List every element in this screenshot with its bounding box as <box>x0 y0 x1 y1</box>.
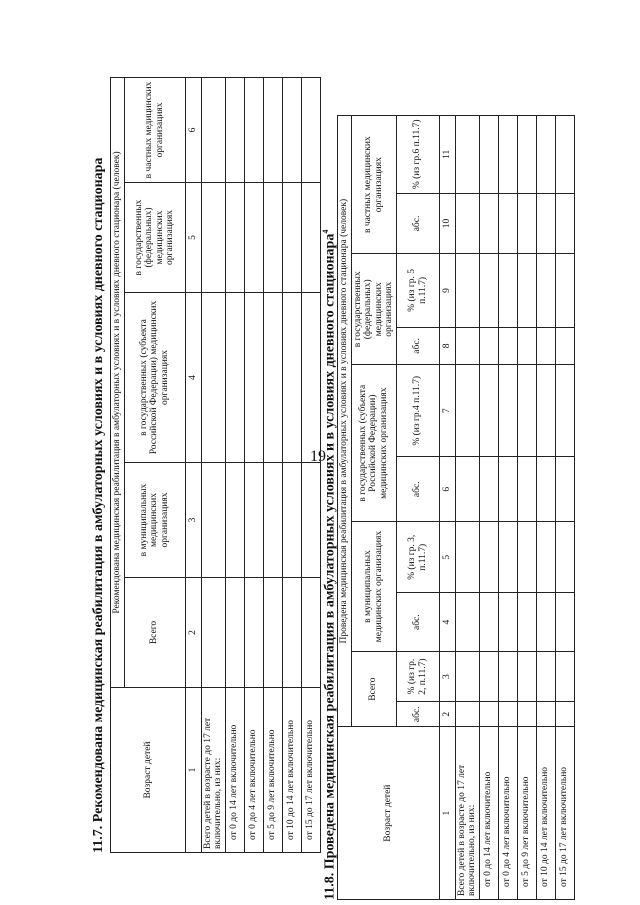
data-cell[interactable] <box>479 116 498 194</box>
data-cell[interactable] <box>479 593 498 652</box>
data-cell[interactable] <box>479 522 498 593</box>
data-cell[interactable] <box>263 183 282 293</box>
table-row <box>498 116 517 900</box>
data-cell[interactable] <box>536 327 555 365</box>
data-cell[interactable] <box>517 702 536 727</box>
data-cell[interactable] <box>201 77 225 182</box>
data-cell[interactable] <box>555 327 574 365</box>
col-regional: в государственных (субъекта Российской Федерации) медицинских организациях <box>124 293 185 463</box>
data-cell[interactable] <box>225 463 244 578</box>
col-number: 1 <box>185 688 201 853</box>
data-cell[interactable] <box>555 593 574 652</box>
col-total: Всего <box>351 651 396 726</box>
pct-header: % (из гр.6 п.11.7) <box>396 116 439 194</box>
table-11-8-block <box>315 110 570 900</box>
data-cell[interactable] <box>263 463 282 578</box>
data-cell[interactable] <box>517 254 536 327</box>
data-cell[interactable] <box>536 702 555 727</box>
col-number: 4 <box>439 593 455 652</box>
data-cell[interactable] <box>282 183 301 293</box>
data-cell[interactable] <box>555 365 574 457</box>
col-number: 1 <box>439 727 455 900</box>
data-cell[interactable] <box>517 457 536 522</box>
data-cell[interactable] <box>479 702 498 727</box>
data-cell[interactable] <box>225 578 244 688</box>
data-cell[interactable] <box>282 77 301 182</box>
data-cell[interactable] <box>536 193 555 254</box>
data-cell[interactable] <box>455 116 479 194</box>
pct-header: % (из гр. 2, п.11.7) <box>396 651 439 701</box>
data-cell[interactable] <box>201 463 225 578</box>
pct-header: % (из гр.4 п.11.7) <box>396 365 439 457</box>
column-numbers-row <box>439 116 455 900</box>
col-number: 7 <box>439 365 455 457</box>
data-cell[interactable] <box>536 651 555 701</box>
data-cell[interactable] <box>282 578 301 688</box>
table-row <box>282 77 301 852</box>
col-number: 9 <box>439 254 455 327</box>
abs-header: абс. <box>396 327 439 365</box>
data-cell[interactable] <box>536 522 555 593</box>
table-row <box>263 77 282 852</box>
col-number: 5 <box>185 183 201 293</box>
abs-header: абс. <box>396 593 439 652</box>
pct-header: % (из гр. 5 п.11.7) <box>396 254 439 327</box>
data-cell[interactable] <box>244 293 263 463</box>
data-cell[interactable] <box>455 254 479 327</box>
data-cell[interactable] <box>498 593 517 652</box>
row-label: Всего детей в возрасте до 17 лет включительно, из них: <box>455 727 479 900</box>
data-cell[interactable] <box>555 522 574 593</box>
data-cell[interactable] <box>517 651 536 701</box>
abs-header: абс. <box>396 193 439 254</box>
col-private: в частных медицинских организациях <box>124 77 185 182</box>
table-row <box>201 77 225 852</box>
abs-header: абс. <box>396 702 439 727</box>
table-11-8 <box>337 115 575 900</box>
col-number: 8 <box>439 327 455 365</box>
row-label: Всего детей в возрасте до 17 лет включительно, из них: <box>201 688 225 853</box>
row-label: от 0 до 4 лет включительно <box>498 727 517 900</box>
col-number: 10 <box>439 193 455 254</box>
data-cell[interactable] <box>498 365 517 457</box>
row-label: от 15 до 17 лет включительно <box>555 727 574 900</box>
data-cell[interactable] <box>201 578 225 688</box>
table-11-7-block <box>88 73 316 853</box>
data-cell[interactable] <box>555 116 574 194</box>
data-cell[interactable] <box>517 593 536 652</box>
col-number: 3 <box>439 651 455 701</box>
group-header: Проведена медицинская реабилитация в амбулаторных условиях и в условиях дневного стационара (человек) <box>338 116 352 727</box>
col-number: 6 <box>185 77 201 182</box>
data-cell[interactable] <box>555 457 574 522</box>
data-cell[interactable] <box>455 702 479 727</box>
data-cell[interactable] <box>201 293 225 463</box>
table-row <box>244 77 263 852</box>
data-cell[interactable] <box>479 327 498 365</box>
data-cell[interactable] <box>455 327 479 365</box>
data-cell[interactable] <box>498 522 517 593</box>
data-cell[interactable] <box>498 193 517 254</box>
col-number: 2 <box>439 702 455 727</box>
column-numbers-row <box>185 77 201 852</box>
col-number: 6 <box>439 457 455 522</box>
data-cell[interactable] <box>517 365 536 457</box>
data-cell[interactable] <box>498 254 517 327</box>
col-municipal: в муниципальных медицинских организациях <box>351 522 396 652</box>
table-11-7-title: 11.7. Рекомендована медицинская реабилитация в амбулаторных условиях и в условиях дневного стационара <box>91 157 106 853</box>
data-cell[interactable] <box>455 522 479 593</box>
data-cell[interactable] <box>536 593 555 652</box>
col-number: 5 <box>439 522 455 593</box>
col-number: 4 <box>185 293 201 463</box>
age-header: Возраст детей <box>338 727 440 900</box>
data-cell[interactable] <box>282 293 301 463</box>
data-cell[interactable] <box>455 365 479 457</box>
age-header: Возраст детей <box>111 688 186 853</box>
table-11-8-title <box>315 110 337 900</box>
footnote-mark: 4 <box>321 229 330 234</box>
col-private: в частных медицинских организациях <box>351 116 396 254</box>
data-cell[interactable] <box>282 463 301 578</box>
row-label: от 10 до 14 лет включительно <box>536 727 555 900</box>
data-cell[interactable] <box>498 702 517 727</box>
data-cell[interactable] <box>498 327 517 365</box>
abs-header: абс. <box>396 457 439 522</box>
table-11-7 <box>110 77 321 853</box>
table-row <box>479 116 498 900</box>
data-cell[interactable] <box>201 183 225 293</box>
data-cell[interactable] <box>244 77 263 182</box>
col-municipal: в муниципальных медицинских организациях <box>124 463 185 578</box>
table-row <box>225 77 244 852</box>
data-cell[interactable] <box>263 578 282 688</box>
data-cell[interactable] <box>498 651 517 701</box>
data-cell[interactable] <box>555 651 574 701</box>
data-cell[interactable] <box>517 522 536 593</box>
data-cell[interactable] <box>498 457 517 522</box>
row-label: от 0 до 14 лет включительно <box>225 688 244 853</box>
data-cell[interactable] <box>555 193 574 254</box>
data-cell[interactable] <box>455 651 479 701</box>
data-cell[interactable] <box>517 116 536 194</box>
table-row <box>536 116 555 900</box>
col-number: 11 <box>439 116 455 194</box>
col-federal: в государственных (федеральных) медицинских организациях <box>351 254 396 365</box>
data-cell[interactable] <box>225 77 244 182</box>
data-cell[interactable] <box>244 463 263 578</box>
data-cell[interactable] <box>555 254 574 327</box>
data-cell[interactable] <box>517 193 536 254</box>
row-label: от 5 до 9 лет включительно <box>517 727 536 900</box>
col-total: Всего <box>124 578 185 688</box>
data-cell[interactable] <box>479 254 498 327</box>
data-cell[interactable] <box>536 116 555 194</box>
data-cell[interactable] <box>479 365 498 457</box>
table-row <box>455 116 479 900</box>
table-row <box>517 116 536 900</box>
col-number: 2 <box>185 578 201 688</box>
data-cell[interactable] <box>225 183 244 293</box>
data-cell[interactable] <box>244 578 263 688</box>
group-header: Рекомендована медицинская реабилитация в амбулаторных условиях и в условиях дневного стационара (человек) <box>111 77 125 687</box>
data-cell[interactable] <box>517 327 536 365</box>
table-11-8-title-text: 11.8. Проведена медицинская реабилитация в амбулаторных условиях и в условиях дневного стационара <box>322 233 338 900</box>
data-cell[interactable] <box>536 457 555 522</box>
data-cell[interactable] <box>455 593 479 652</box>
page-number: 19 <box>310 448 326 465</box>
data-cell[interactable] <box>555 702 574 727</box>
data-cell[interactable] <box>536 254 555 327</box>
data-cell[interactable] <box>479 457 498 522</box>
data-cell[interactable] <box>225 293 244 463</box>
data-cell[interactable] <box>536 365 555 457</box>
data-cell[interactable] <box>479 193 498 254</box>
pct-header: % (из гр. 3, п.11.7) <box>396 522 439 593</box>
col-regional: в государственных (субъекта Российской Федерации) медицинских организациях <box>351 365 396 522</box>
data-cell[interactable] <box>263 77 282 182</box>
col-number: 3 <box>185 463 201 578</box>
data-cell[interactable] <box>455 457 479 522</box>
table-row <box>555 116 574 900</box>
data-cell[interactable] <box>498 116 517 194</box>
row-label: от 15 до 17 лет включительно <box>301 688 320 853</box>
col-federal: в государственных (федеральных) медицинских организациях <box>124 183 185 293</box>
row-label: от 10 до 14 лет включительно <box>282 688 301 853</box>
data-cell[interactable] <box>479 651 498 701</box>
data-cell[interactable] <box>263 293 282 463</box>
row-label: от 0 до 4 лет включительно <box>244 688 263 853</box>
data-cell[interactable] <box>455 193 479 254</box>
row-label: от 0 до 14 лет включительно <box>479 727 498 900</box>
data-cell[interactable] <box>244 183 263 293</box>
row-label: от 5 до 9 лет включительно <box>263 688 282 853</box>
